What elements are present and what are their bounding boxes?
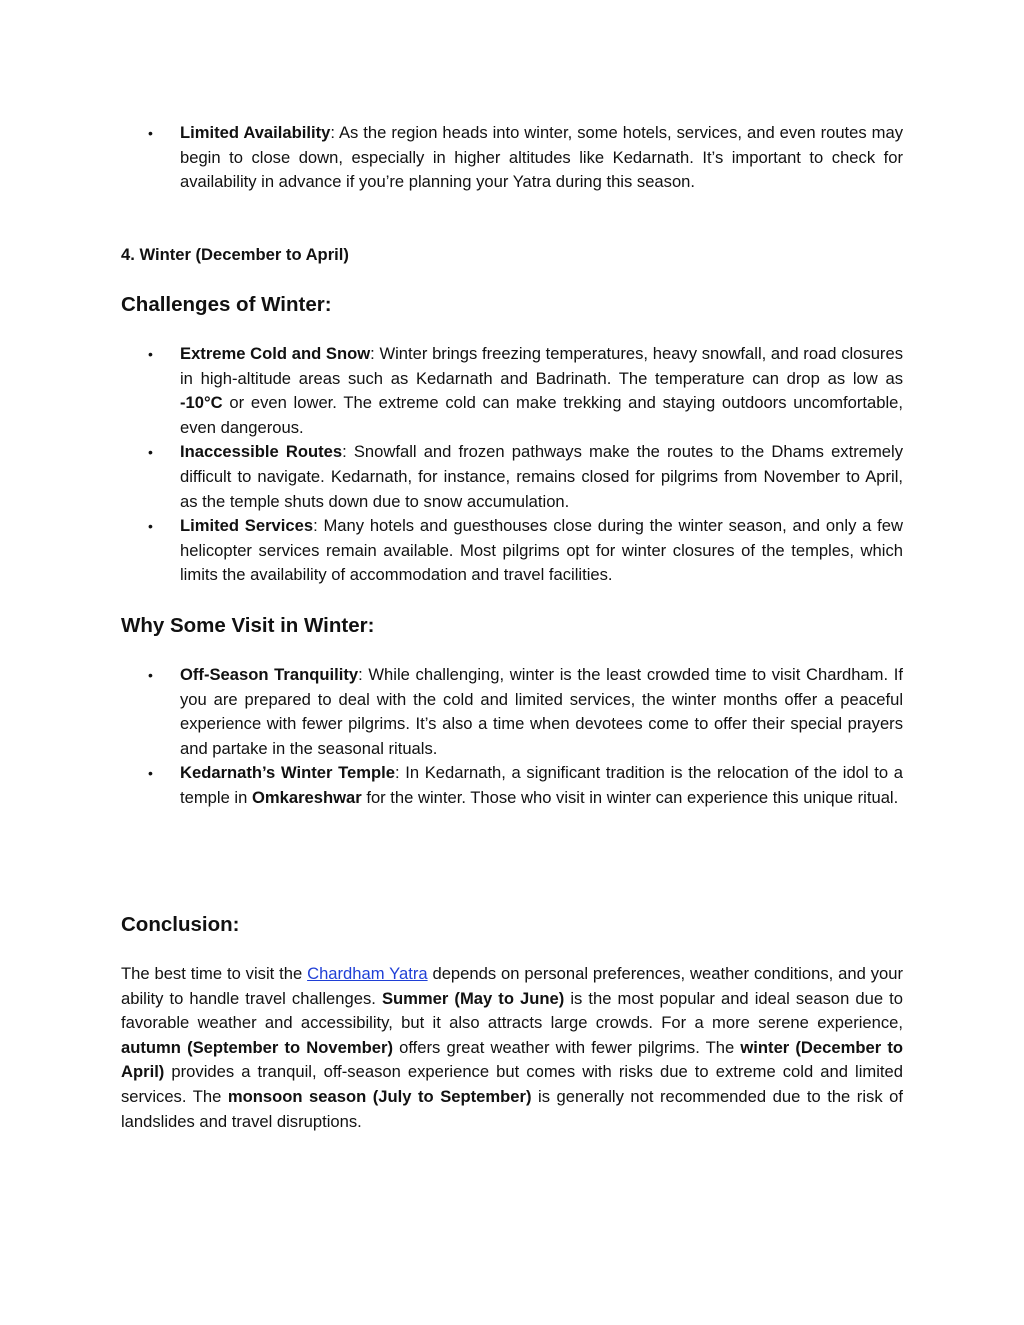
bullet-icon: • bbox=[148, 667, 153, 683]
bullet-icon: • bbox=[148, 125, 153, 141]
item-text: or even lower. The extreme cold can make trekking and staying outdoors uncomfortable, even dangerous. bbox=[180, 393, 903, 437]
conclusion-heading: Conclusion: bbox=[121, 913, 240, 936]
paragraph-text: offers great weather with fewer pilgrims. The bbox=[393, 1037, 741, 1057]
paragraph-text: provides a tranquil, off-season experience but comes with risks due to extreme cold and limited services. The bbox=[121, 1062, 903, 1106]
chardham-yatra-link[interactable]: Chardham Yatra bbox=[307, 964, 428, 983]
paragraph-text: is the most popular and ideal season due to favorable weather and accessibility, but it also attracts large crowds. For a more serene experience, bbox=[121, 988, 904, 1033]
paragraph-text: The best time to visit the bbox=[121, 964, 308, 983]
list-item bbox=[121, 121, 903, 195]
item-title: Inaccessible Routes bbox=[180, 442, 343, 462]
item-title: Kedarnath’s Winter Temple bbox=[180, 763, 395, 783]
paragraph-emphasis: winter (December to April) bbox=[121, 1037, 903, 1082]
list-item bbox=[121, 663, 903, 761]
paragraph-text: depends on personal preferences, weather conditions, and your ability to handle travel challenges. bbox=[121, 964, 904, 1008]
bullet-icon: • bbox=[148, 346, 153, 362]
paragraph-emphasis: autumn (September to November) bbox=[121, 1037, 393, 1057]
item-text: : As the region heads into winter, some hotels, services, and even routes may begin to close down, especially in higher altitudes like Kedarnath. It’s important to check for availability in advance if you’re planning your Yatra during this season. bbox=[180, 123, 903, 192]
list-item bbox=[121, 761, 903, 810]
item-text: : In Kedarnath, a significant tradition is the relocation of the idol to a temple in bbox=[180, 763, 903, 807]
conclusion-paragraph bbox=[121, 962, 903, 1134]
bullet-icon: • bbox=[148, 765, 153, 782]
item-text: : Many hotels and guesthouses close during the winter season, and only a few helicopter services remain available. Most pilgrims opt for winter closures of the temples, which limits the availability of accommodation and travel facilities. bbox=[180, 516, 903, 585]
list-item bbox=[121, 440, 903, 514]
item-title: Off-Season Tranquility bbox=[180, 665, 359, 684]
item-title: Extreme Cold and Snow bbox=[180, 344, 371, 363]
challenges-list bbox=[121, 342, 903, 588]
item-text: : Snowfall and frozen pathways make the routes to the Dhams extremely difficult to navigate. Kedarnath, for instance, remains closed for pilgrims from November to April, as the temple shuts down due to snow accumulation. bbox=[180, 442, 904, 511]
item-text: : While challenging, winter is the least crowded time to visit Chardham. If you are prepared to deal with the cold and limited services, the winter months offer a peaceful experience with fewer pilgrims. It’s also a time when devotees come to offer their special prayers and partake in the seasonal rituals. bbox=[180, 665, 903, 758]
paragraph-emphasis: monsoon season (July to September) bbox=[227, 1086, 532, 1106]
item-emphasis: -10°C bbox=[180, 393, 223, 413]
item-emphasis: Omkareshwar bbox=[251, 787, 362, 807]
why-heading: Why Some Visit in Winter: bbox=[121, 614, 375, 637]
item-title: Limited Availability bbox=[180, 123, 331, 142]
bullet-icon: • bbox=[148, 518, 153, 535]
winter-section-label: 4. Winter (December to April) bbox=[121, 245, 349, 264]
availability-list bbox=[121, 121, 903, 195]
item-text: : Winter brings freezing temperatures, heavy snowfall, and road closures in high-altitude areas such as Kedarnath and Badrinath. The temperature can drop as low as bbox=[180, 344, 903, 388]
list-item bbox=[121, 342, 903, 440]
paragraph-emphasis: Summer (May to June) bbox=[381, 988, 565, 1008]
paragraph-text: is generally not recommended due to the risk of landslides and travel disruptions. bbox=[121, 1086, 903, 1131]
list-item bbox=[121, 514, 903, 588]
why-list bbox=[121, 663, 903, 811]
challenges-heading: Challenges of Winter: bbox=[121, 293, 332, 316]
item-text: for the winter. Those who visit in winter can experience this unique ritual. bbox=[361, 787, 899, 807]
item-title: Limited Services bbox=[180, 516, 314, 536]
bullet-icon: • bbox=[148, 444, 153, 461]
